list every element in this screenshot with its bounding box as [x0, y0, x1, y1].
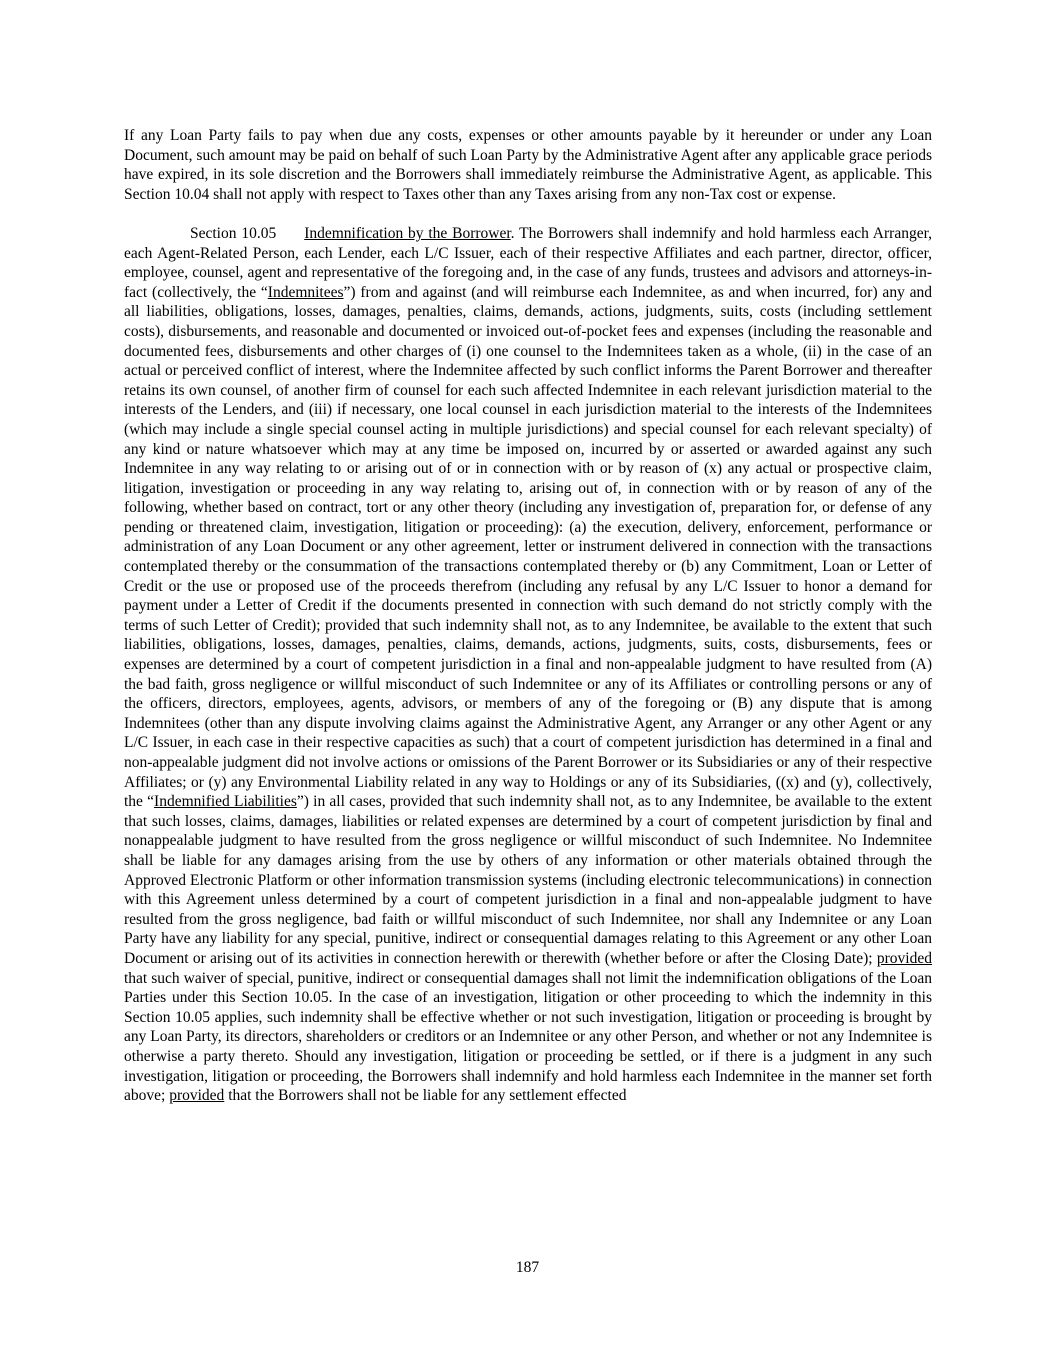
- section-body-4: that such waiver of special, punitive, indirect or consequential damages shall not limit the indemnification obligations of the Loan Parties under this Section 10.05. In the case of an investigation, litigation or other proceeding to which the indemnity in this Section 10.05 applies, such indemnity shall be effective whether or not such investigation, litigation or proceeding is brought by any Loan Party, its directors, shareholders or creditors or an Indemnitee or any other Person, and whether or not any Indemnitee is otherwise a party thereto. Should any investigation, litigation or proceeding be settled, or if there is a judgment in any such investigation, litigation or proceeding, the Borrowers shall indemnify and hold harmless each Indemnitee in the manner set forth above;: [124, 969, 932, 1105]
- paragraph-continuation: [124, 126, 932, 204]
- section-body-3: ”) in all cases, provided that such indemnity shall not, as to any Indemnitee, be available to the extent that such losses, claims, damages, liabilities or related expenses are determined by a court of competent jurisdiction by final and nonappealable judgment to have resulted from the gross negligence or willful misconduct of such Indemnitee. No Indemnitee shall be liable for any damages arising from the use by others of any information or other materials obtained through the Approved Electronic Platform or other information transmission systems (including electronic telecommunications) in connection with this Agreement unless determined by a court of competent jurisdiction in a final and non-appealable judgment to have resulted from the gross negligence, bad faith or willful misconduct of such Indemnitee, nor shall any Indemnitee or any Loan Party have any liability for any special, punitive, indirect or consequential damages relating to this Agreement or any other Loan Document or arising out of its activities in connection herewith or therewith (whether before or after the Closing Date);: [124, 793, 932, 967]
- document-body: [124, 126, 932, 1106]
- paragraph-continuation-text: If any Loan Party fails to pay when due any costs, expenses or other amounts payable by it hereunder or under any Loan Document, such amount may be paid on behalf of such Loan Party by the Administrative Agent after any applicable grace periods have expired, in its sole discretion and the Borrowers shall immediately reimburse the Administrative Agent, as applicable. This Section 10.04 shall not apply with respect to Taxes other than any Taxes arising from any non-Tax cost or expense.: [124, 127, 932, 203]
- term-indemnified-liabilities: Indemnified Liabilities: [154, 793, 297, 811]
- section-heading: Indemnification by the Borrower: [304, 224, 511, 242]
- section-label: Section 10.05: [190, 224, 277, 242]
- section-body-1: . The Borrowers shall indemnify and hold harmless each Arranger, each Agent-Related Person, each Lender, each L/C Issuer, each of their respective Affiliates and each partner, director, officer, employee, counsel, agent and representative of the foregoing and, in the case of any funds, trustees and advisors and attorneys-in-fact (collectively, the “: [124, 224, 932, 301]
- section-body-2: ”) from and against (and will reimburse each Indemnitee, as and when incurred, for) any and all liabilities, obligations, losses, damages, penalties, claims, demands, actions, judgments, suits, costs (including settlement costs), disbursements, and reasonable and documented or invoiced out-of-pocket fees and expenses (including the reasonable and documented fees, disbursements and other charges of (i) one counsel to the Indemnitees taken as a whole, (ii) in the case of an actual or perceived conflict of interest, where the Indemnitee affected by such conflict informs the Parent Borrower and thereafter retains its own counsel, of another firm of counsel for each such affected Indemnitee in each relevant jurisdiction material to the interests of the Lenders, and (iii) if necessary, one local counsel in each jurisdiction material to the interests of the Indemnitees (which may include a single special counsel acting in multiple jurisdictions) and special counsel for each relevant specialty) of any kind or nature whatsoever which may at any time be imposed on, incurred by or asserted or awarded against any such Indemnitee in any way relating to or arising out of or in connection with or by reason of (x) any actual or prospective claim, litigation, investigation or proceeding in any way relating to, arising out of, in connection with or by reason of any of the following, whether based on contract, tort or any other theory (including any investigation of, preparation for, or defense of any pending or threatened claim, investigation, litigation or proceeding): (a) the execution, delivery, enforcement, performance or administration of any Loan Document or any other agreement, letter or instrument delivered in connection with the transactions contemplated thereby or the consummation of the transactions contemplated thereby or (b) any Commitment, Loan or Letter of Credit or the use or proposed use of the proceeds therefrom (including any refusal by any L/C Issuer to honor a demand for payment under a Letter of Credit if the documents presented in connection with such demand do not strictly comply with the terms of such Letter of Credit); provided that such indemnity shall not, as to any Indemnitee, be available to the extent that such liabilities, obligations, losses, damages, penalties, claims, demands, actions, judgments, suits, costs, disbursements, fees or expenses are determined by a court of competent jurisdiction in a final and non-appealable judgment to have resulted from (A) the bad faith, gross negligence or willful misconduct of such Indemnitee or any of its Affiliates or controlling persons or any of the officers, directors, employees, agents, advisors, or members of any of the foregoing or (B) any dispute that is among Indemnitees (other than any dispute involving claims against the Administrative Agent, any Arranger or any other Agent or any L/C Issuer, in each case in their respective capacities as such) that a court of competent jurisdiction has determined in a final and non-appealable judgment did not involve actions or omissions of the Parent Borrower or its Subsidiaries or any of their respective Affiliates; or (y) any Environmental Liability related in any way to Holdings or any of its Subsidiaries, ((x) and (y), collectively, the “: [124, 283, 932, 811]
- section-body-5: that the Borrowers shall not be liable for any settlement effected: [224, 1087, 627, 1105]
- term-indemnitees: Indemnitees: [267, 283, 344, 301]
- term-provided-2: provided: [169, 1087, 225, 1105]
- paragraph-section-10-05: [124, 224, 932, 1106]
- page-number: 187: [515, 1259, 540, 1276]
- term-provided-1: provided: [876, 949, 932, 967]
